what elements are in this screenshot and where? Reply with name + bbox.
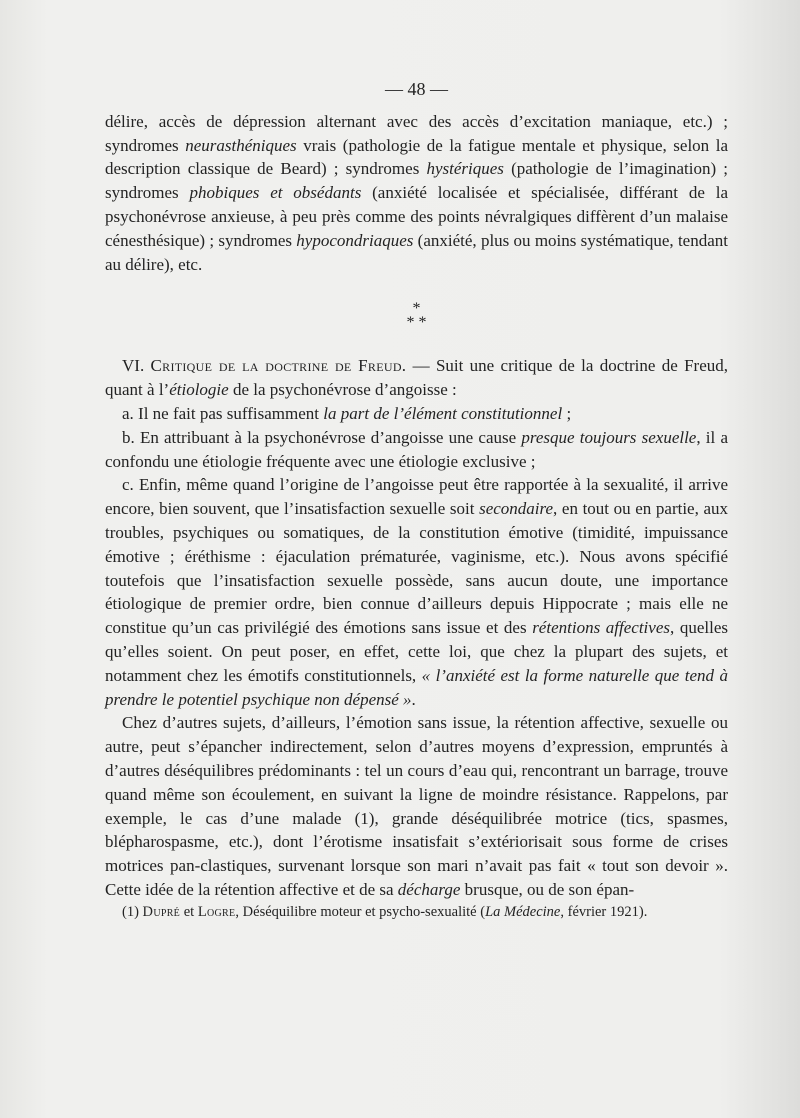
text-run: a. Il ne fait pas suffisamment	[122, 403, 324, 423]
italic-term: la part de l’élément constitutionnel	[323, 403, 563, 423]
footnote-journal: La Médecine	[485, 903, 561, 920]
page-number: — 48 —	[385, 79, 448, 99]
text-run: c. Enfin, même quand l’origine de l’angoisse peut être rapportée à la sexualité, il arrive encore, bien souvent, que l’insatisfaction sexuelle soit	[105, 475, 728, 519]
asterism-top: *	[412, 300, 421, 318]
text-run: , en tout ou en partie, aux troubles, psychiques ou somatiques, de la constitution émotive (timidité, impuissance émotive ; éréthisme : éjaculation prématurée, vaginisme, etc.). Nous avons spécifié toutefois que l’insatisfaction sexuelle possède, sans aucun doute, une importance étiologique de premier ordre, bien connue d’ailleurs depuis Hippocrate ; mais elle ne constitue qu’un cas privilégié des émotions sans issue et des	[105, 499, 728, 638]
list-item-c	[105, 473, 728, 711]
italic-term: étiologie	[169, 380, 229, 400]
footnote-author: Logre	[197, 903, 236, 920]
text-run: , quelles qu’elles soient. On peut poser, en effet, cette loi, que chez la plupart des sujets, et notamment chez les émotifs constitutionnels,	[105, 618, 728, 685]
italic-term: presque toujours sexuelle	[521, 427, 697, 447]
italic-term: rétentions affectives	[532, 618, 670, 638]
text-run: vrais (pathologie de la fatigue mentale et physique, selon la description classique de Beard) ; syndromes	[105, 135, 728, 179]
footnote	[105, 902, 728, 922]
italic-quote: « l’anxiété est la forme naturelle que tend à prendre le potentiel psychique non dépensé »	[105, 665, 728, 709]
text-run: .	[411, 689, 416, 709]
italic-term: secondaire	[479, 499, 554, 519]
text-run: et	[180, 903, 198, 920]
text-run: — Suit une critique de la doctrine de Freud, quant à l’	[105, 356, 729, 400]
page-text-block	[105, 78, 728, 922]
footnote-author: Dupré	[142, 903, 181, 920]
text-run: ;	[562, 403, 572, 423]
section-number: VI.	[122, 356, 151, 376]
text-run: , il a confondu une étiologie fréquente avec une étiologie exclusive ;	[105, 427, 728, 471]
text-run: (pathologie de l’imagination) ; syndromes	[105, 159, 728, 203]
italic-term: hypocondriaques	[296, 230, 414, 250]
text-run: b. En attribuant à la psychonévrose d’angoisse une cause	[122, 427, 522, 447]
list-item-a	[105, 402, 728, 426]
paragraph-retention	[105, 711, 728, 901]
italic-term: hystériques	[426, 159, 504, 179]
text-run: (anxiété, plus ou moins systématique, tendant au délire), etc.	[105, 230, 728, 274]
section-heading-paragraph	[105, 354, 728, 402]
italic-term: décharge	[397, 879, 461, 899]
text-run: Chez d’autres sujets, d’ailleurs, l’émotion sans issue, la rétention affective, sexuelle ou autre, peut s’épancher indirectement, selon d’autres moyens d’expression, empruntés à d’autres déséquilibres prédominants : tel un cours d’eau qui, rencontrant un barrage, trouve quand même son écoulement, en suivant la ligne de moindre résistance. Rappelons, par exemple, le cas d’une malade (1), grande déséquilibrée motrice (tics, spasmes, blépharospasme, etc.), dont l’érotisme insatisfait s’extériorisait sous forme de crises motrices pan-clastiques, survenant lorsque son mari n’avait pas fait « tout son devoir ». Cette idée de la rétention affective et de sa	[105, 713, 728, 899]
asterism-separator	[105, 302, 728, 330]
paragraph-syndromes	[105, 110, 728, 277]
list-item-b	[105, 426, 728, 474]
text-run: (anxiété localisée et spécialisée, différant de la psychonévrose anxieuse, à peu près comme des points névralgiques diffèrent d’un malaise cénesthésique) ; syndromes	[105, 183, 728, 250]
footnote-marker: (1)	[122, 903, 143, 920]
text-run: brusque, ou de son épan-	[460, 879, 635, 899]
text-run: de la psychonévrose d’angoisse :	[228, 380, 457, 400]
text-run: , février 1921).	[560, 903, 648, 920]
italic-term: phobiques et obsédants	[189, 183, 362, 203]
text-run: délire, accès de dépression alternant avec des accès d’excitation maniaque, etc.) ; syndromes	[105, 111, 728, 155]
section-title: Critique de la doctrine de Freud.	[150, 356, 407, 376]
italic-term: neurasthéniques	[185, 135, 297, 155]
text-run: , Déséquilibre moteur et psycho-sexualité (	[235, 903, 486, 920]
asterism-bottom: * *	[406, 314, 427, 332]
